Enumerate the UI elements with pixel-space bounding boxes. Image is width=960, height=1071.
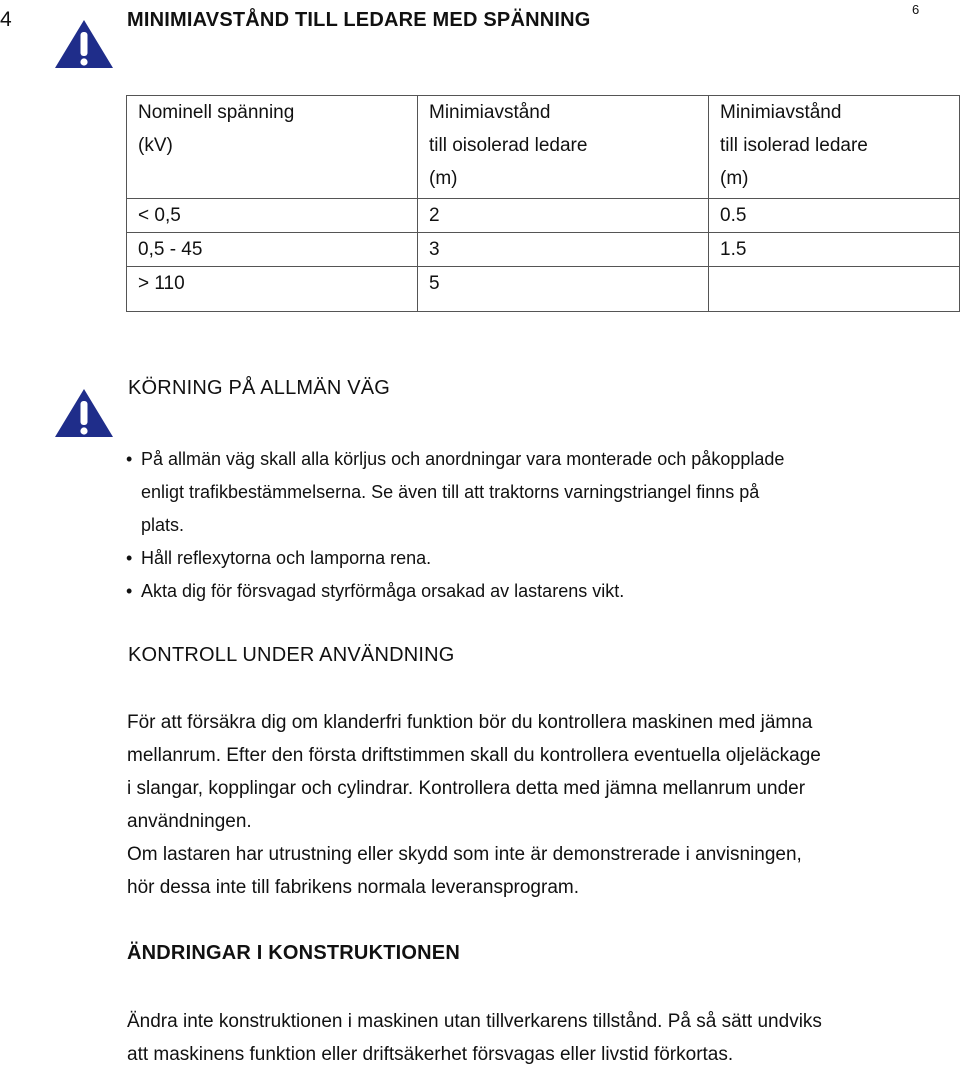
table-header-row <box>127 96 960 199</box>
paragraph-construction-changes: Ändra inte konstruktionen i maskinen utan tillverkarens tillstånd. På så sätt undviks att maskinens funktion eller driftsäkerhet försvagas eller livstid förkortas. <box>127 1011 822 1065</box>
list-item: • Akta dig för försvagad styrförmåga orsakad av lastarens vikt. <box>126 575 946 608</box>
chapter-number: 4 <box>0 8 12 31</box>
table-cell: 0.5 <box>709 199 960 233</box>
warning-triangle-icon <box>53 387 115 439</box>
section-title-usage-control: KONTROLL UNDER ANVÄNDNING <box>128 644 455 666</box>
page-title: MINIMIAVSTÅND TILL LEDARE MED SPÄNNING <box>127 9 591 31</box>
table-cell: 3 <box>418 233 709 267</box>
table-row <box>127 233 960 267</box>
table-cell: 5 <box>418 267 709 312</box>
table-header-cell: Nominell spänning (kV) <box>127 96 418 199</box>
warning-triangle-icon <box>53 18 115 70</box>
table-header-cell: Minimiavstånd till isolerad ledare (m) <box>709 96 960 199</box>
table-cell: 2 <box>418 199 709 233</box>
table-row <box>127 267 960 312</box>
table-cell <box>709 267 960 312</box>
table-header-cell: Minimiavstånd till oisolerad ledare (m) <box>418 96 709 199</box>
page-number: 6 <box>912 2 920 17</box>
table-row <box>127 199 960 233</box>
voltage-distance-table <box>126 95 960 312</box>
bullet-list <box>126 443 946 608</box>
table-cell: < 0,5 <box>127 199 418 233</box>
list-item: • På allmän väg skall alla körljus och anordningar vara monterade och påkopplade enligt trafikbestämmelserna. Se även till att traktorns varningstriangel finns på plats. <box>126 443 946 542</box>
section-title-road-driving: KÖRNING PÅ ALLMÄN VÄG <box>128 377 391 399</box>
table-cell: 0,5 - 45 <box>127 233 418 267</box>
section-title-construction-changes: ÄNDRINGAR I KONSTRUKTIONEN <box>127 942 460 964</box>
list-item: • Håll reflexytorna och lamporna rena. <box>126 542 946 575</box>
paragraph-usage-control: För att försäkra dig om klanderfri funktion bör du kontrollera maskinen med jämna mellanrum. Efter den första driftstimmen skall du kontrollera eventuella oljeläckage i slangar, kopplingar och cylindrar. Kontrollera detta med jämna mellanrum under användningen. Om lastaren har utrustning eller skydd som inte är demonstrerade i anvisningen, hör dessa inte till fabrikens normala leveransprogram. <box>127 712 821 898</box>
table-cell: > 110 <box>127 267 418 312</box>
table-cell: 1.5 <box>709 233 960 267</box>
